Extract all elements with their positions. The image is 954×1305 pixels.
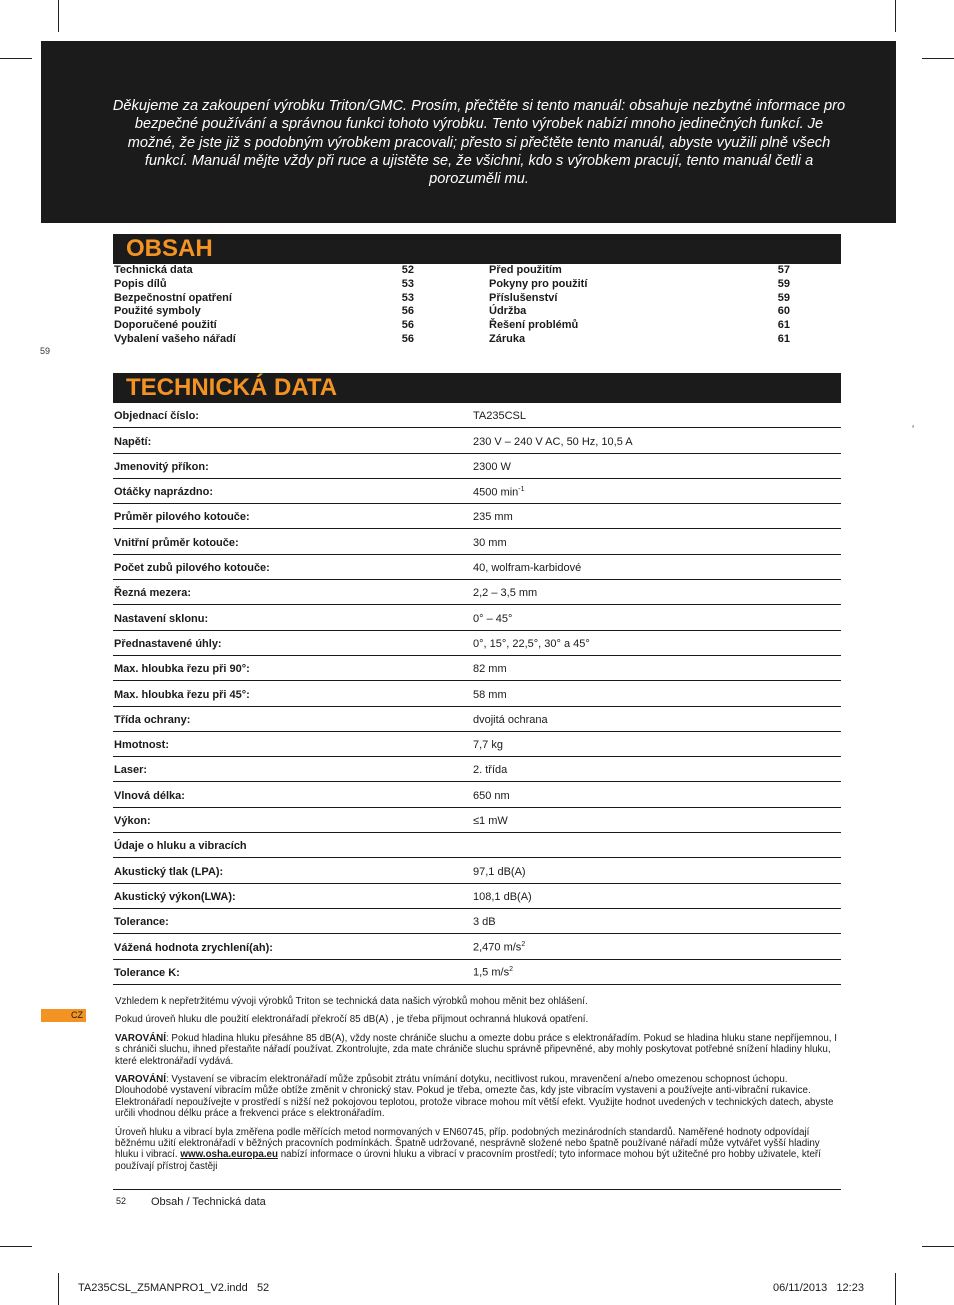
toc-page: 52 xyxy=(401,264,414,276)
spec-value-text: ≤1 mW xyxy=(473,815,508,828)
toc-item[interactable] xyxy=(489,319,790,333)
spec-value xyxy=(473,966,513,979)
spec-row xyxy=(113,707,841,732)
tech-heading-bar xyxy=(113,373,841,403)
toc-item[interactable] xyxy=(489,305,790,319)
spec-label: Průměr pilového kotouče: xyxy=(114,511,250,524)
spec-label: Nastavení sklonu: xyxy=(114,612,209,625)
spec-row xyxy=(113,605,841,630)
toc-page: 53 xyxy=(401,277,414,290)
toc-item[interactable] xyxy=(114,278,414,292)
spec-label: Akustický tlak (LPA): xyxy=(114,865,224,878)
spec-value xyxy=(473,866,526,878)
spec-value-text: 7,7 kg xyxy=(473,739,503,752)
spec-value-text: 2300 W xyxy=(473,460,511,473)
toc-label: Vybalení vašeho nářadí xyxy=(114,332,236,345)
spec-value xyxy=(473,511,513,523)
toc-left xyxy=(114,264,414,347)
spec-label: Otáčky naprázdno: xyxy=(114,486,214,499)
spec-value-text: 30 mm xyxy=(473,536,507,549)
spec-label: Jmenovitý příkon: xyxy=(114,460,209,473)
warning-label: VAROVÁNÍ xyxy=(115,1032,166,1044)
spec-row xyxy=(113,960,841,985)
spec-label: Hmotnost: xyxy=(114,739,169,752)
spec-row xyxy=(113,833,841,858)
spec-value xyxy=(473,790,510,802)
spec-value-superscript: -1 xyxy=(518,485,525,493)
spec-row xyxy=(113,631,841,656)
spec-label: Třída ochrany: xyxy=(114,713,191,726)
spec-value-text: 97,1 dB(A) xyxy=(473,865,526,878)
spec-value xyxy=(473,638,590,650)
spec-value-text: dvojitá ochrana xyxy=(473,713,548,726)
toc-label: Pokyny pro použití xyxy=(489,277,588,290)
spec-value-superscript: 2 xyxy=(509,966,513,974)
toc-label: Technická data xyxy=(114,264,193,276)
warning-text: : Vystavení se vibracím elektronářadí může způsobit ztrátu vnímání dotyku, necitlivost rukou, mravenčení a/nebo omezenou schopnost úchopu. Dlouhodobé vystavení vibracím může obtíže změnit v chronický stav. Pokud je třeba, omezte čas, kdy jste vibracím vystaveni a používejte anti-vibrační rukavice. Elektronářadí nepoužívejte v prostředí s nižší než pokojovou teplotou, protože vibrace mohou mít větší efekt. Využijte hodnot uvedených v technických datech, abyste určili vhodnou délku práce a frekvenci práce s elektronářadím. xyxy=(115,1074,834,1120)
spec-row xyxy=(113,479,841,504)
crop-mark xyxy=(0,58,32,59)
spec-value-superscript: 2 xyxy=(521,940,526,948)
spec-value-text: 3 dB xyxy=(473,916,496,929)
toc-item[interactable] xyxy=(114,333,414,347)
spec-value-text: 2,2 – 3,5 mm xyxy=(473,587,538,600)
spec-value xyxy=(473,587,537,599)
spec-value-text: 58 mm xyxy=(473,688,507,701)
spec-row xyxy=(113,681,841,706)
toc-page: 57 xyxy=(777,264,790,276)
toc-item[interactable] xyxy=(489,264,790,278)
footer-section: Obsah / Technická data xyxy=(151,1196,266,1208)
spec-value xyxy=(473,689,507,701)
spec-value xyxy=(473,891,532,903)
spec-row xyxy=(113,580,841,605)
spec-row xyxy=(113,656,841,681)
slug-date: 06/11/2013 12:23 xyxy=(773,1282,864,1294)
toc-page: 56 xyxy=(401,319,414,332)
warning-text: : Pokud hladina hluku přesáhne 85 dB(A), vždy noste chrániče sluchu a omezte dobu práce s elektronářadím. Pokud se hladina hluku stane nepříjemnou, I s chrániči sluchu, ihned přestaňte nářadí používat. Zkontrolujte, zda mate chrániče sluchu správně připevněné, aby mohly poskytovat potřebné snížení hladiny hluku, které elektronářadí vydává. xyxy=(115,1032,837,1067)
toc-label: Použité symboly xyxy=(114,305,201,318)
spec-label: Max. hloubka řezu při 90°: xyxy=(114,663,250,676)
contents-title: OBSAH xyxy=(126,235,213,262)
toc-item[interactable] xyxy=(114,319,414,333)
note-paragraph xyxy=(115,1127,843,1173)
toc-page: 56 xyxy=(401,305,414,318)
toc-page: 59 xyxy=(777,291,790,304)
toc-page: 61 xyxy=(777,332,790,345)
spec-label: Počet zubů pilového kotouče: xyxy=(114,562,270,575)
notes-block xyxy=(115,996,843,1179)
toc-item[interactable] xyxy=(489,292,790,306)
spec-row xyxy=(113,884,841,909)
note-paragraph: Vzhledem k nepřetržitému vývoji výrobků Triton se technická data našich výrobků mohou měnit bez ohlášení. xyxy=(115,996,588,1007)
spec-value xyxy=(473,436,633,448)
toc-label: Popis dílů xyxy=(114,277,167,290)
toc-label: Záruka xyxy=(489,332,526,345)
toc-item[interactable] xyxy=(114,305,414,319)
spec-value-text: 230 V – 240 V AC, 50 Hz, 10,5 A xyxy=(473,435,633,448)
note-text: nabízí informace o úrovni hluku a vibrací v pracovním prostředí; tyto informace mohou být užitečné pro hobby uživatele, kteří používají přístroj častěji xyxy=(115,1149,821,1172)
spec-label: Vlnová délka: xyxy=(114,789,185,802)
toc-label: Doporučené použití xyxy=(114,319,217,332)
osha-link[interactable]: www.osha.europa.eu xyxy=(180,1149,278,1161)
spec-label: Objednací číslo: xyxy=(114,410,199,423)
spec-value xyxy=(473,764,507,776)
spec-value xyxy=(473,562,581,574)
spec-label: Vnitřní průměr kotouče: xyxy=(114,536,239,549)
spec-row xyxy=(113,808,841,833)
spec-value-text: 108,1 dB(A) xyxy=(473,890,532,903)
toc-item[interactable] xyxy=(489,278,790,292)
spec-value-text: 650 nm xyxy=(473,789,510,802)
spec-row xyxy=(113,403,841,428)
toc-label: Bezpečnostní opatření xyxy=(114,291,232,304)
crop-mark xyxy=(0,1246,32,1247)
spec-value xyxy=(473,613,512,625)
spec-label: Údaje o hluku a vibracích xyxy=(114,840,247,853)
toc-item[interactable] xyxy=(489,333,790,347)
spec-row xyxy=(113,909,841,934)
spec-value xyxy=(473,663,507,675)
spec-row xyxy=(113,757,841,782)
spec-value xyxy=(473,714,548,726)
toc-label: Před použitím xyxy=(489,264,562,276)
slug-file: TA235CSL_Z5MANPRO1_V2.indd 52 xyxy=(78,1282,270,1294)
spec-value-text: 4500 min xyxy=(473,486,519,499)
spec-table xyxy=(113,403,841,985)
intro-text: Děkujeme za zakoupení výrobku Triton/GMC. Prosím, přečtěte si tento manuál: obsahuje nezbytné informace pro bezpečné používání a správnou funkci tohoto výrobku. Tento výrobek nabízí mnoho jedinečných funkcí. Je možné, že jste již s podobným výrobkem pracovali; přesto si přečtěte tento manuál, abyste využili plně všech funkcí. Manuál mějte vždy při ruce a ujistěte se, že všichni, kdo s výrobkem pracují, tento manuál četli a porozuměli mu. xyxy=(112,98,846,188)
crop-mark xyxy=(895,0,896,32)
toc-label: Příslušenství xyxy=(489,291,558,304)
note-text: Úroveň hluku a vibrací byla změřena podle měřících metod normovaných v EN60745, příp. podobných mezinárodních standardů. Naměřené hodnoty odpovídají běžnému užití elektronářadí v běžných pracovních podmínkách. Špatně udržované, nesprávně složené nebo špatně používané nářadí může vytvářet vyšší hladiny hluku i vibrací. xyxy=(115,1126,820,1161)
toc-label: Řešení problémů xyxy=(489,319,579,332)
spec-row xyxy=(113,454,841,479)
spec-value xyxy=(473,916,496,928)
toc-item[interactable] xyxy=(114,292,414,306)
toc-right xyxy=(489,264,790,347)
spec-value xyxy=(473,486,525,499)
spec-value-text: 2,470 m/s xyxy=(473,941,522,954)
spec-value-text: 82 mm xyxy=(473,663,507,676)
toc-page: 56 xyxy=(401,332,414,345)
spec-label: Tolerance: xyxy=(114,916,169,929)
spec-row xyxy=(113,732,841,757)
spec-label: Tolerance K: xyxy=(114,966,180,979)
spec-row xyxy=(113,529,841,554)
spec-value-text: TA235CSL xyxy=(473,410,526,423)
spec-value xyxy=(473,739,503,751)
toc-item[interactable] xyxy=(114,264,414,278)
spec-row xyxy=(113,858,841,883)
spec-value-text: 40, wolfram-karbidové xyxy=(473,562,582,575)
note-paragraph: Pokud úroveň hluku dle použití elektronářadí překročí 85 dB(A) , je třeba přijmout ochranná hluková opatření. xyxy=(115,1014,589,1026)
spec-label: Laser: xyxy=(114,764,148,777)
toc-page: 60 xyxy=(777,305,790,318)
crop-mark xyxy=(58,1273,59,1305)
spec-row xyxy=(113,934,841,959)
spec-label: Max. hloubka řezu při 45°: xyxy=(114,688,250,701)
stray-mark: ‘ xyxy=(912,424,915,435)
tech-title: TECHNICKÁ DATA xyxy=(126,374,338,401)
toc-label: Údržba xyxy=(489,305,527,318)
footer-rule xyxy=(113,1189,841,1190)
spec-row xyxy=(113,782,841,807)
spec-label: Vážená hodnota zrychlení(ah): xyxy=(114,941,273,954)
spec-value xyxy=(473,941,525,954)
toc-page: 53 xyxy=(401,291,414,304)
spec-row xyxy=(113,428,841,453)
warning-label: VAROVÁNÍ xyxy=(115,1074,166,1086)
spec-value-text: 0° – 45° xyxy=(473,612,513,625)
spec-value xyxy=(473,815,508,827)
spec-value-text: 235 mm xyxy=(473,511,513,524)
spec-label: Výkon: xyxy=(114,815,151,828)
crop-mark xyxy=(895,1273,896,1305)
warning-paragraph xyxy=(115,1074,843,1120)
spec-row xyxy=(113,555,841,580)
spec-value xyxy=(473,537,507,549)
spec-label: Akustický výkon(LWA): xyxy=(114,890,236,903)
spec-value xyxy=(473,410,526,422)
language-tab: CZ xyxy=(41,1009,86,1022)
spec-label: Přednastavené úhly: xyxy=(114,637,222,650)
spec-value-text: 0°, 15°, 22,5°, 30° a 45° xyxy=(473,637,590,650)
spec-value-text: 1,5 m/s xyxy=(473,966,510,979)
spec-row xyxy=(113,504,841,529)
contents-heading-bar xyxy=(113,234,841,264)
crop-mark xyxy=(58,0,59,32)
crop-mark xyxy=(922,1246,954,1247)
side-page-number: 59 xyxy=(40,346,51,356)
toc-page: 59 xyxy=(777,277,790,290)
spec-label: Napětí: xyxy=(114,435,152,448)
footer-page-number: 52 xyxy=(116,1196,127,1206)
crop-mark xyxy=(922,58,954,59)
spec-value-text: 2. třída xyxy=(473,764,508,777)
spec-value xyxy=(473,461,511,473)
warning-paragraph xyxy=(115,1033,843,1067)
toc-page: 61 xyxy=(777,319,790,332)
spec-label: Řezná mezera: xyxy=(114,587,192,600)
